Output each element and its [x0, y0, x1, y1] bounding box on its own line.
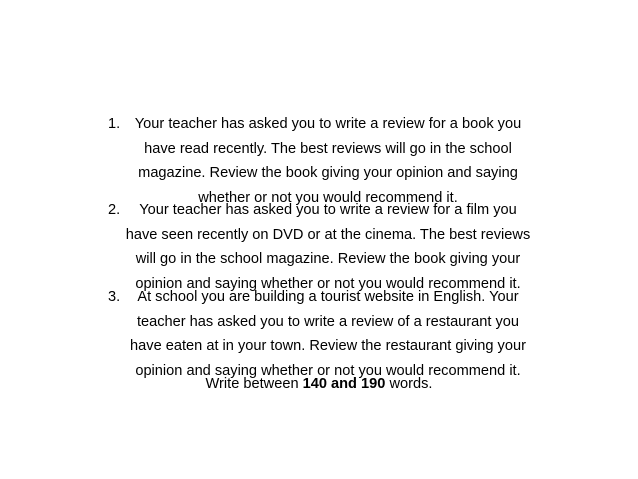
task-line: will go in the school magazine. Review the book giving your [135, 251, 521, 267]
word-range: 140 and 190 [302, 376, 386, 392]
task-number: 3. [108, 289, 121, 305]
task-line: have eaten at in your town. Review the restaurant giving your [130, 338, 526, 354]
task-line: Your teacher has asked you to write a review for a film you [139, 202, 517, 218]
task-line: teacher has asked you to write a review of a restaurant you [136, 313, 520, 330]
task-line: magazine. Review the book giving your opinion and saying [138, 165, 518, 181]
task-3 [108, 285, 548, 383]
task-line: Your teacher has asked you to write a review for a book you [134, 116, 522, 132]
task-number: 1. [108, 116, 121, 132]
task-line: have seen recently on DVD or at the cinema. The best reviews [125, 226, 531, 243]
task-2 [108, 198, 548, 296]
instruction-prefix: Write between [205, 376, 303, 392]
task-line: whether or not you would recommend it. [198, 189, 458, 206]
task-1 [108, 112, 548, 210]
word-count-instruction [0, 372, 638, 397]
task-line: opinion and saying whether or not you would recommend it. [135, 275, 521, 292]
task-line: opinion and saying whether or not you would recommend it. [135, 362, 521, 379]
task-line: have read recently. The best reviews will go in the school [144, 140, 512, 157]
task-number: 2. [108, 202, 121, 218]
task-line: At school you are building a tourist website in English. Your [137, 289, 519, 305]
instruction-suffix: words. [385, 376, 433, 392]
